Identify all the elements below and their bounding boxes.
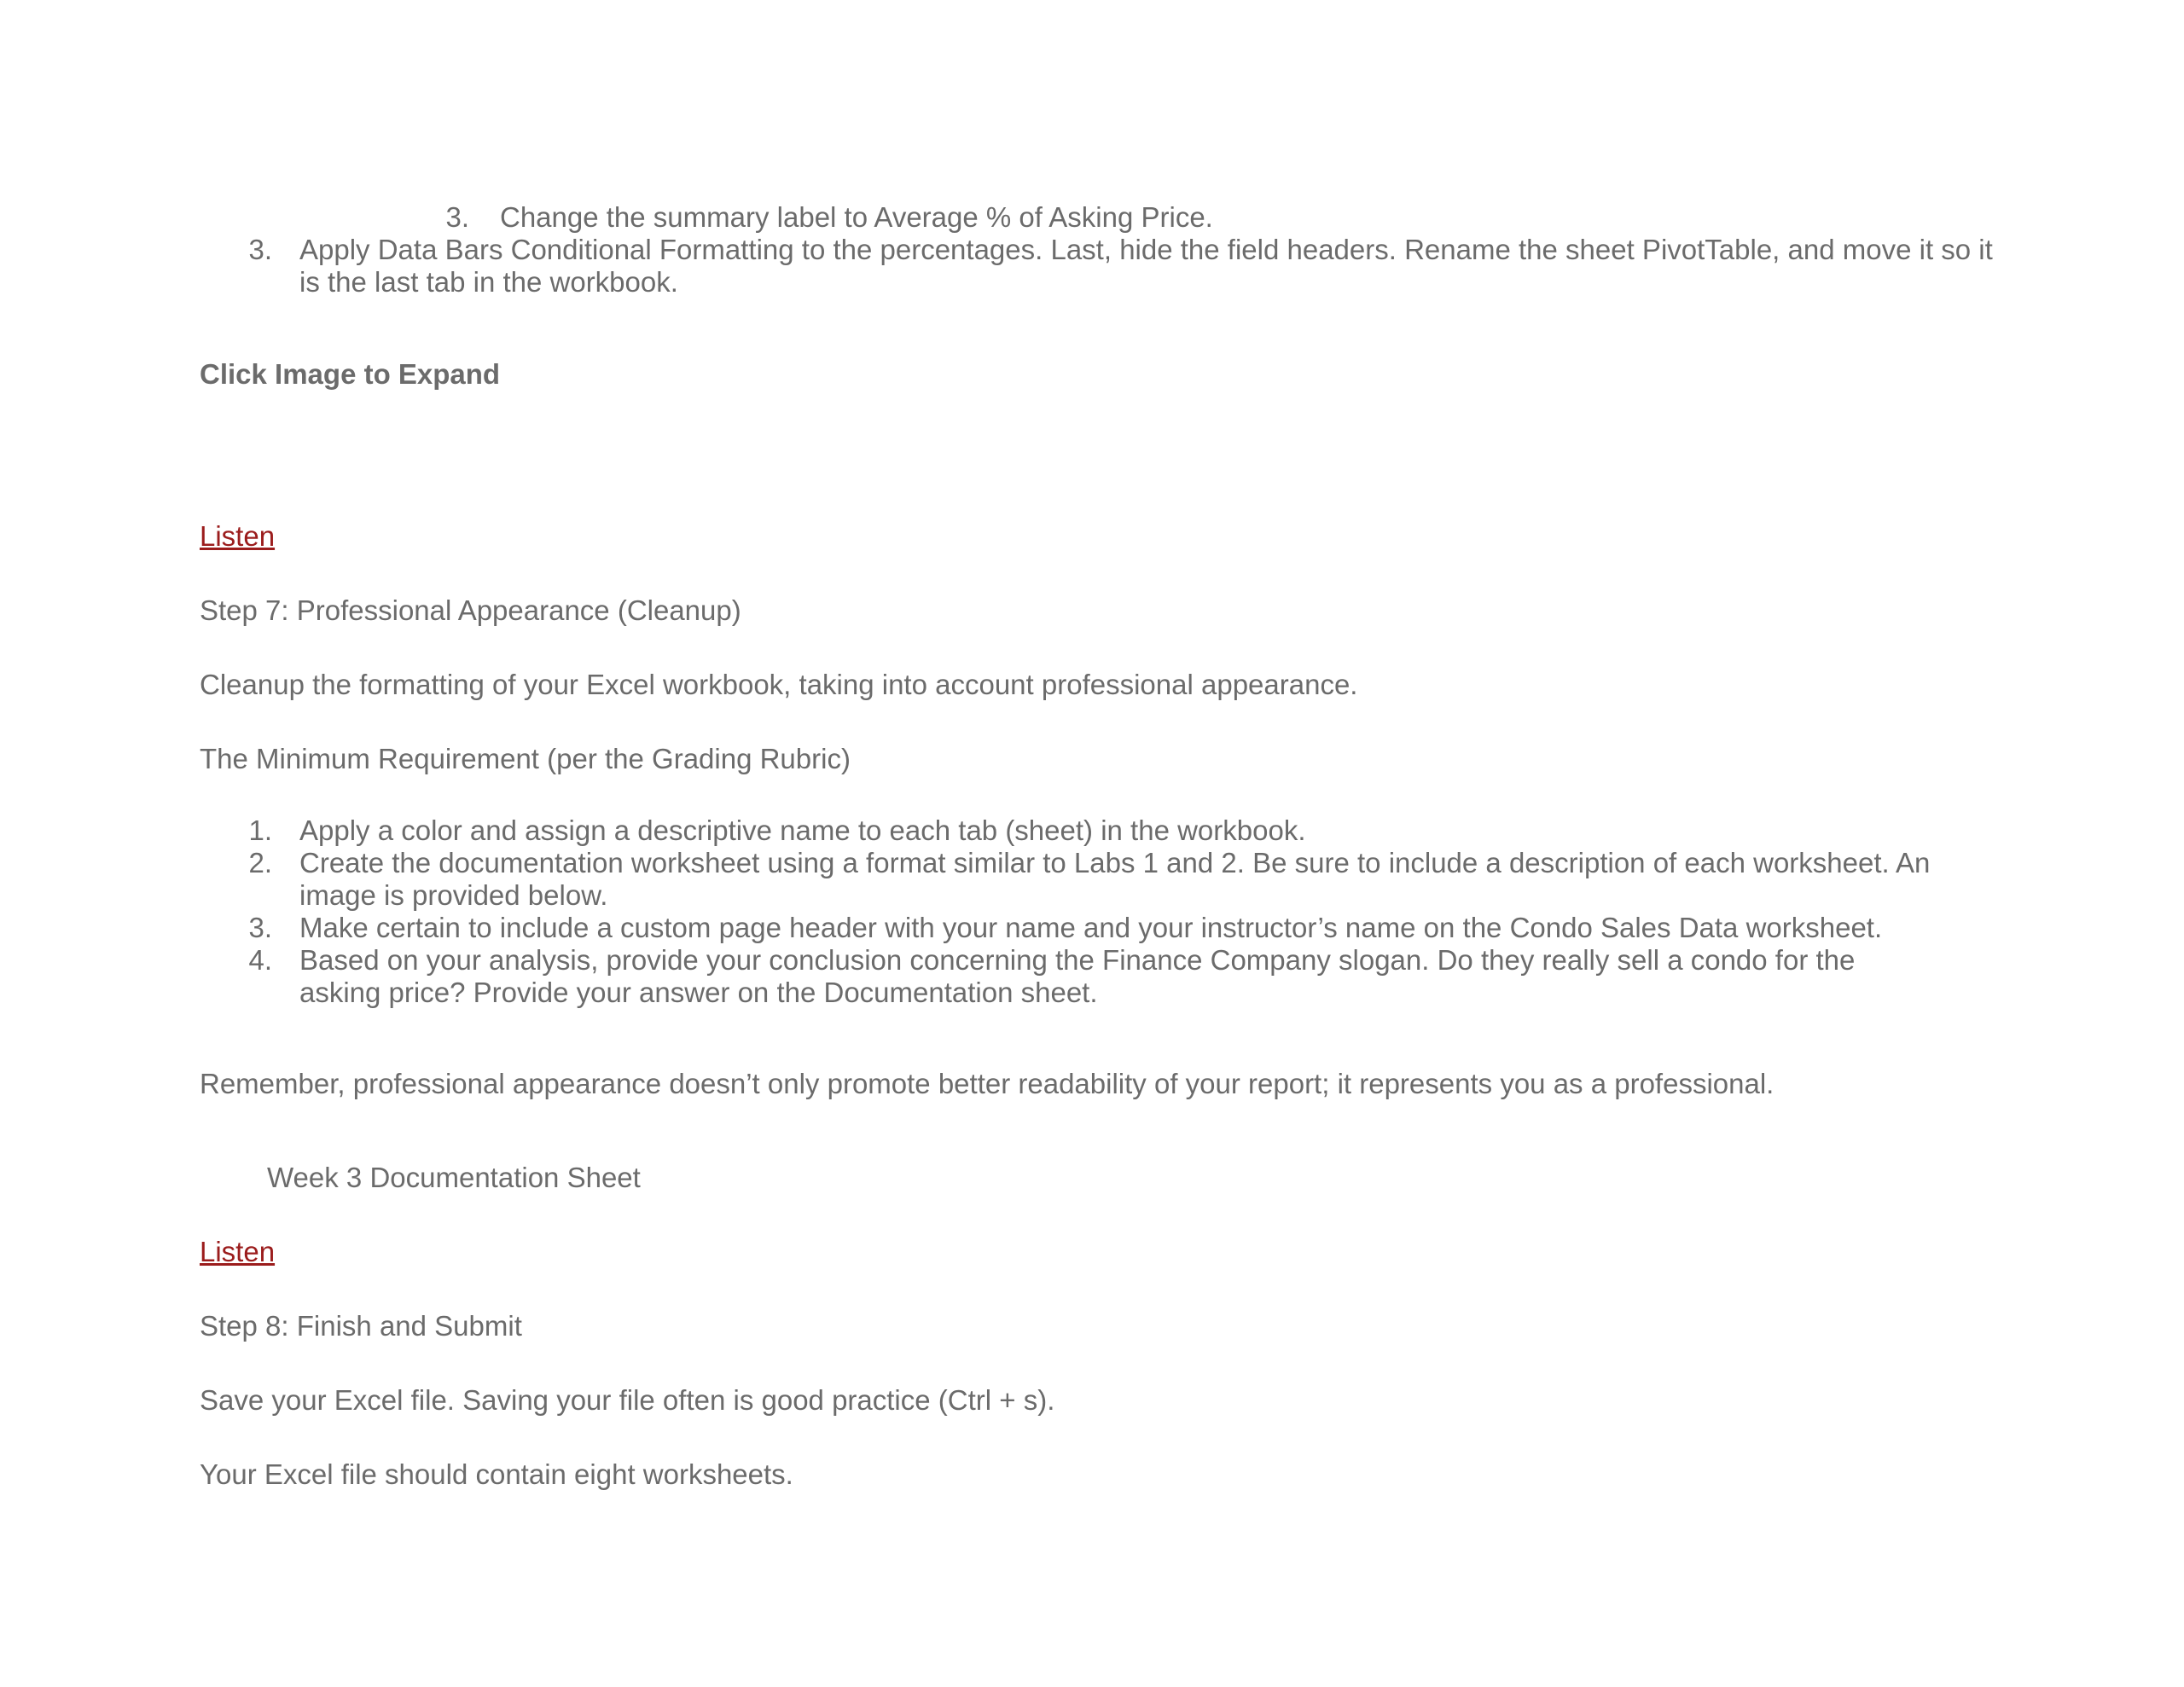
step7-list-item-4-text: Based on your analysis, provide your conclusion concerning the Finance Company slogan. Do they really sell a condo for the asking price? Provide your answer on the Documentation sheet. bbox=[299, 944, 1856, 1008]
step7-list-item-1-text: Apply a color and assign a descriptive name to each tab (sheet) in the workbook. bbox=[299, 815, 1306, 846]
step7-list-item-4-number: 4. bbox=[248, 944, 272, 976]
remember-text: Remember, professional appearance doesn’t only promote better readability of your report; it represents you as a professional. bbox=[200, 1068, 1774, 1099]
step8-contain-text: Your Excel file should contain eight worksheets. bbox=[200, 1458, 793, 1490]
step7-list-item-1-number: 1. bbox=[248, 815, 272, 846]
step7-list-item-2-number: 2. bbox=[248, 847, 272, 878]
documentation-sheet-caption: Week 3 Documentation Sheet bbox=[267, 1162, 641, 1193]
min-requirement-heading: The Minimum Requirement (per the Grading Rubric) bbox=[200, 743, 851, 774]
step7-intro: Cleanup the formatting of your Excel workbook, taking into account professional appearance. bbox=[200, 669, 1358, 700]
list-item-3-number: 3. bbox=[248, 234, 272, 265]
step7-list-item-4 bbox=[238, 944, 2013, 1012]
step7-title: Step 7: Professional Appearance (Cleanup) bbox=[200, 594, 741, 626]
step7-list-item-3-number: 3. bbox=[248, 912, 272, 943]
click-image-label: Click Image to Expand bbox=[200, 358, 501, 390]
list-item-3 bbox=[238, 234, 2013, 302]
step7-list-item-1 bbox=[238, 815, 2013, 849]
step7-list-item-2 bbox=[238, 847, 2013, 915]
step8-title: Step 8: Finish and Submit bbox=[200, 1310, 522, 1342]
sublist-item-3-text: Change the summary label to Average % of Asking Price. bbox=[500, 201, 1213, 233]
step8-save-text: Save your Excel file. Saving your file often is good practice (Ctrl + s). bbox=[200, 1384, 1055, 1416]
listen-link[interactable]: Listen bbox=[200, 520, 276, 552]
listen-link[interactable]: Listen bbox=[200, 1236, 276, 1267]
list-item-3-text: Apply Data Bars Conditional Formatting to the percentages. Last, hide the field headers. Rename the sheet PivotTable, and move it so it is the last tab in the workbook. bbox=[299, 234, 1993, 298]
step7-list-item-2-text: Create the documentation worksheet using a format similar to Labs 1 and 2. Be sure to include a description of each worksheet. An image is provided below. bbox=[299, 847, 1931, 911]
step7-list-item-3 bbox=[238, 912, 2013, 946]
step7-list-item-3-text: Make certain to include a custom page header with your name and your instructor’s name on the Condo Sales Data worksheet. bbox=[299, 912, 1883, 943]
sublist-item-3-number: 3. bbox=[445, 201, 469, 233]
sublist-item-3 bbox=[435, 201, 2056, 235]
